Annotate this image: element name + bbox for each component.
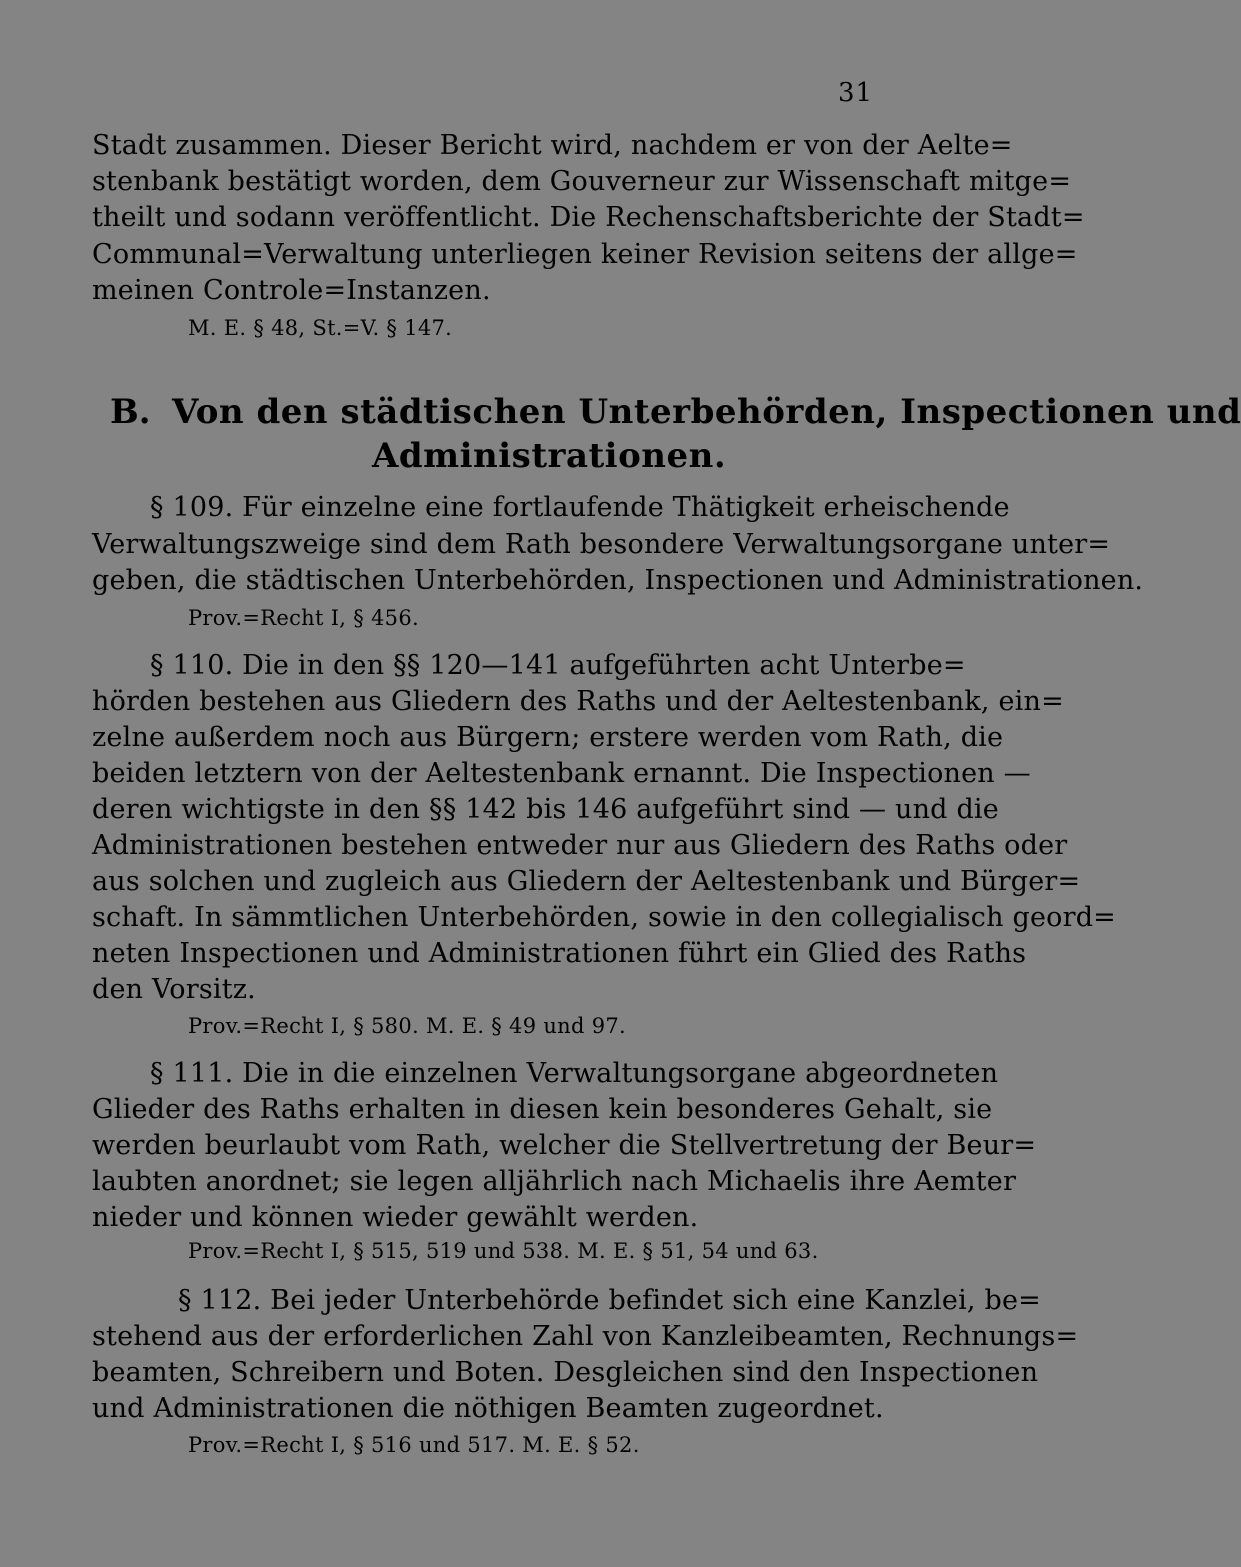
section-title-line-1: Von den städtischen Unterbehörden, Inspectionen und [172, 392, 1241, 432]
text-line: § 112. Bei jeder Unterbehörde befindet sich eine Kanzlei, be= [178, 1285, 1041, 1316]
text-line: Verwaltungszweige sind dem Rath besondere Verwaltungsorgane unter= [92, 529, 1111, 560]
text-line: Glieder des Raths erhalten in diesen kein besonderes Gehalt, sie [92, 1094, 993, 1125]
text-line: stehend aus der erforderlichen Zahl von Kanzleibeamten, Rechnungs= [92, 1321, 1079, 1352]
text-line: deren wichtigste in den §§ 142 bis 146 aufgeführt sind — und die [92, 794, 999, 825]
text-line: § 110. Die in den §§ 120—141 aufgeführten acht Unterbe= [150, 650, 966, 681]
text-line: theilt und sodann veröffentlicht. Die Rechenschaftsberichte der Stadt= [92, 202, 1085, 233]
text-line: meinen Controle=Instanzen. [92, 275, 491, 306]
citation: M. E. § 48, St.=V. § 147. [188, 316, 453, 340]
text-line: laubten anordnet; sie legen alljährlich nach Michaelis ihre Aemter [92, 1166, 1017, 1197]
text-line: stenbank bestätigt worden, dem Gouverneur zur Wissenschaft mitge= [92, 166, 1072, 197]
text-line: nieder und können wieder gewählt werden. [92, 1202, 699, 1233]
text-line: neten Inspectionen und Administrationen führt ein Glied des Raths [92, 938, 1027, 969]
citation: Prov.=Recht I, § 456. [188, 606, 419, 630]
text-line: § 109. Für einzelne eine fortlaufende Thätigkeit erheischende [150, 492, 1010, 523]
text-line: geben, die städtischen Unterbehörden, Inspectionen und Administrationen. [92, 565, 1144, 596]
section-title-line-2: Administrationen. [372, 436, 727, 476]
citation: Prov.=Recht I, § 515, 519 und 538. M. E. § 51, 54 und 63. [188, 1239, 819, 1263]
text-line: beamten, Schreibern und Boten. Desgleichen sind den Inspectionen [92, 1357, 1039, 1388]
text-line: aus solchen und zugleich aus Gliedern der Aeltestenbank und Bürger= [92, 866, 1081, 897]
text-line: Stadt zusammen. Dieser Bericht wird, nachdem er von der Aelte= [92, 130, 1013, 161]
text-line: Administrationen bestehen entweder nur aus Gliedern des Raths oder [92, 830, 1068, 861]
text-line: und Administrationen die nöthigen Beamten zugeordnet. [92, 1393, 884, 1424]
text-line: den Vorsitz. [92, 974, 256, 1005]
text-line: werden beurlaubt vom Rath, welcher die Stellvertretung der Beur= [92, 1130, 1037, 1161]
citation: Prov.=Recht I, § 516 und 517. M. E. § 52. [188, 1433, 640, 1457]
text-line: zelne außerdem noch aus Bürgern; erstere werden vom Rath, die [92, 722, 1004, 753]
page-number: 31 [838, 78, 874, 108]
text-line: beiden letztern von der Aeltestenbank ernannt. Die Inspectionen — [92, 758, 1031, 789]
text-line: hörden bestehen aus Gliedern des Raths und der Aeltestenbank, ein= [92, 686, 1064, 717]
text-line: schaft. In sämmtlichen Unterbehörden, sowie in den collegialisch geord= [92, 902, 1117, 933]
text-line: Communal=Verwaltung unterliegen keiner Revision seitens der allge= [92, 239, 1078, 270]
text-line: § 111. Die in die einzelnen Verwaltungsorgane abgeordneten [150, 1058, 999, 1089]
citation: Prov.=Recht I, § 580. M. E. § 49 und 97. [188, 1014, 627, 1038]
section-marker: B. [110, 392, 151, 432]
